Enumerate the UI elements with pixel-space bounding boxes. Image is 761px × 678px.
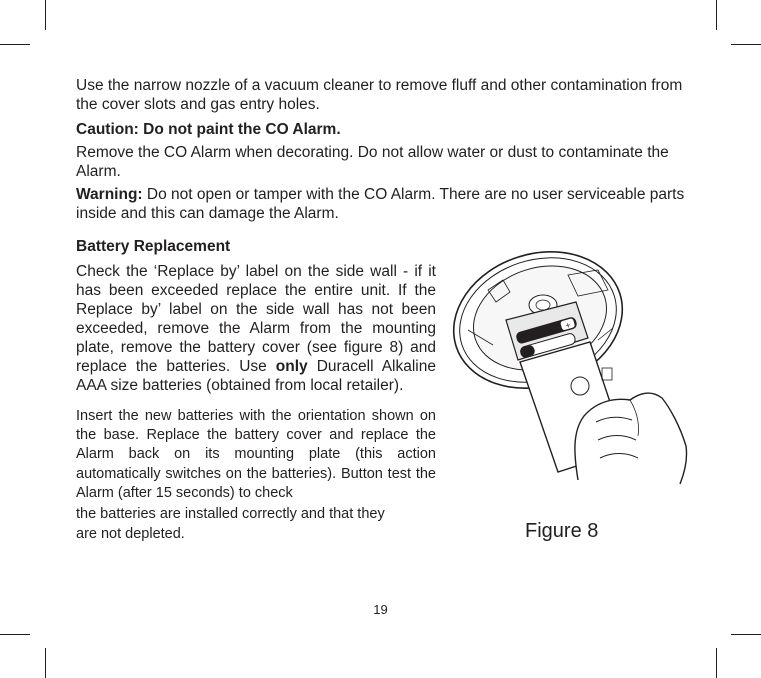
insert-batteries-paragraph: Insert the new batteries with the orientation shown on the base. Replace the battery cover and replace the Alarm back on its mounting plate (this action automatically switches on the batteries). Button test the Alarm (after 15 seconds) to check <box>76 408 436 501</box>
replace-text-end: Duracell Alkaline AAA size batteries (obtained from local retailer). <box>76 358 436 394</box>
figure-caption: Figure 8 <box>525 520 599 542</box>
battery-replacement-figure <box>448 250 690 490</box>
warning-label: Warning: <box>76 186 143 203</box>
cleaning-paragraph: Use the narrow nozzle of a vacuum cleaner to remove fluff and other contamination from the cover slots and gas entry holes. <box>76 77 683 113</box>
page-number: 19 <box>373 602 388 617</box>
batteries-check-line: the batteries are installed correctly and that they <box>76 506 385 522</box>
crop-mark <box>731 634 761 635</box>
crop-mark <box>731 44 761 45</box>
battery-plus-label: + <box>564 319 572 331</box>
replace-text-start: Check the ‘Replace by’ label on the side wall - if it has been exceeded replace the entire unit. If the Replace by’ label on the side wall has not been exceeded, remove the Alarm from the mounting plate, remove the battery cover (see figure 8) and replace the batteries. Use <box>76 263 436 375</box>
crop-mark <box>716 648 717 678</box>
crop-mark <box>0 634 30 635</box>
crop-mark <box>716 0 717 30</box>
crop-mark <box>45 648 46 678</box>
warning-text: Do not open or tamper with the CO Alarm. There are no user serviceable parts inside and this can damage the Alarm. <box>76 186 685 222</box>
caution-heading: Caution: Do not paint the CO Alarm. <box>76 121 341 138</box>
replace-by-paragraph <box>76 262 436 395</box>
warning-paragraph <box>76 185 688 223</box>
battery-replacement-heading: Battery Replacement <box>76 238 231 255</box>
not-depleted-line: are not depleted. <box>76 526 185 542</box>
decorating-paragraph: Remove the CO Alarm when decorating. Do not allow water or dust to contaminate the Alarm. <box>76 144 669 180</box>
crop-mark <box>0 44 30 45</box>
crop-mark <box>45 0 46 30</box>
only-emphasis: only <box>275 358 308 375</box>
